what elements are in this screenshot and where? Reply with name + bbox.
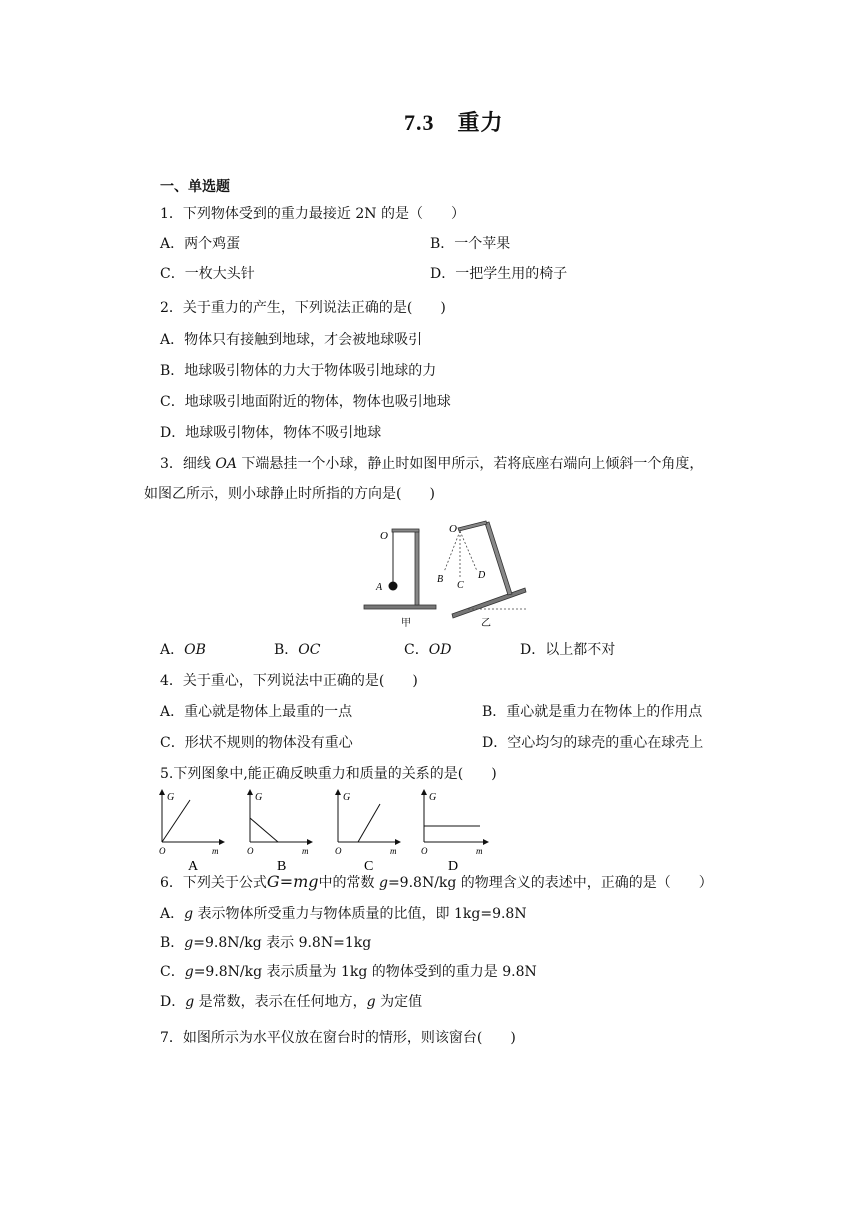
q3-label-d: D	[478, 570, 486, 581]
q1-option-b: B．一个苹果	[430, 236, 511, 252]
q3-label-b: B	[437, 574, 444, 585]
q5-graph-a-x-label: m	[212, 846, 219, 856]
q3-caption-right: 乙	[481, 618, 491, 629]
q3-right-post	[485, 522, 512, 595]
q2-option-d: D．地球吸引物体，物体不吸引地球	[160, 425, 382, 441]
q6-option-d-g: g	[185, 994, 195, 1010]
q3-left-arm	[392, 529, 419, 532]
q3-line-ob	[444, 531, 460, 572]
q3-right-base	[452, 588, 526, 618]
q4-option-d: D．空心均匀的球壳的重心在球壳上	[482, 735, 704, 751]
q3-option-d: D．以上都不对	[520, 642, 616, 658]
q6-formula: G=mg	[266, 872, 319, 891]
q3-figure	[360, 516, 532, 632]
q3-label-a: A	[376, 582, 383, 593]
q5-graph-c-line	[358, 804, 380, 842]
q2-stem: 2．关于重力的产生，下列说法正确的是( )	[160, 300, 446, 316]
q3-stem-part: 下端悬挂一个小球，静止时如图甲所示，若将底座右端向上倾斜一个角度，	[236, 456, 704, 472]
q3-left-post	[415, 530, 419, 605]
q3-option-b-value: OC	[298, 642, 321, 658]
q6-option-c-g: g	[184, 964, 194, 980]
q5-graph-d-x-label: m	[476, 846, 483, 856]
q5-graphs	[150, 784, 500, 874]
q3-stem-line2: 如图乙所示，则小球静止时所指的方向是( )	[144, 486, 435, 502]
q6-option-a-text: 表示物体所受重力与物体质量的比值，即 1kg=9.8N	[193, 906, 527, 922]
q5-stem: 5.下列图象中,能正确反映重力和质量的关系的是( )	[160, 766, 497, 782]
q5-graph-a	[159, 792, 222, 874]
q3-label-c: C	[457, 580, 464, 591]
q4-option-a: A．重心就是物体上最重的一点	[160, 704, 353, 720]
q1-option-d: D．一把学生用的椅子	[430, 266, 568, 282]
q6-option-b-prefix: B．	[160, 935, 185, 951]
q3-stem-line1	[160, 454, 703, 474]
q6-stem-part: =9.8N/kg 的物理含义的表述中，正确的是（ ）	[387, 875, 713, 891]
q3-option-a-prefix: A．	[160, 642, 185, 658]
q6-stem-g: g	[378, 875, 388, 891]
section-heading: 一、单选题	[160, 179, 230, 195]
q2-option-a: A．物体只有接触到地球，才会被地球吸引	[160, 332, 423, 348]
q3-left-base	[364, 605, 436, 609]
q3-left-ball	[389, 582, 398, 591]
q2-option-c: C．地球吸引地面附近的物体，物体也吸引地球	[160, 394, 451, 410]
q6-stem	[160, 872, 713, 893]
q6-option-c-text: =9.8N/kg 表示质量为 1kg 的物体受到的重力是 9.8N	[193, 964, 537, 980]
q5-graph-a-label: A	[188, 859, 199, 874]
q1-option-a: A．两个鸡蛋	[160, 236, 241, 252]
q3-option-c	[404, 640, 451, 660]
q5-graph-b-line	[250, 818, 278, 842]
q6-option-a	[160, 904, 527, 924]
q5-graph-d	[421, 792, 486, 874]
q5-graph-c-x-label: m	[390, 846, 397, 856]
q3-line-od	[460, 531, 477, 571]
q5-graph-c-origin: O	[335, 846, 342, 856]
q3-option-a-value: OB	[184, 642, 206, 658]
page-title: 7.3 重力	[404, 110, 504, 135]
q5-graph-d-origin: O	[421, 846, 428, 856]
q3-option-c-value: OD	[428, 642, 452, 658]
q6-option-b-text: =9.8N/kg 表示 9.8N=1kg	[193, 935, 372, 951]
q6-stem-part: 6．下列关于公式	[160, 875, 267, 891]
q7-stem: 7．如图所示为水平仪放在窗台时的情形，则该窗台( )	[160, 1030, 516, 1046]
q3-right-arm	[458, 521, 487, 531]
q6-option-b-g: g	[184, 935, 194, 951]
q6-option-b	[160, 933, 371, 953]
q3-label-o-right: O	[449, 523, 457, 535]
q6-option-c-prefix: C．	[160, 964, 185, 980]
q3-option-a	[160, 640, 206, 660]
q6-option-d-text: 是常数，表示在任何地方，	[194, 994, 367, 1010]
q6-option-c	[160, 962, 537, 982]
q3-stem-oa: OA	[215, 456, 237, 472]
q2-option-b: B．地球吸引物体的力大于物体吸引地球的力	[160, 363, 437, 379]
q5-graph-c	[335, 792, 398, 874]
q5-graph-c-y-label: G	[343, 792, 351, 803]
q1-stem: 1．下列物体受到的重力最接近 2N 的是（ ）	[160, 206, 465, 222]
q5-graph-d-label: D	[448, 859, 459, 874]
q5-graph-b-y-label: G	[255, 792, 263, 803]
q5-graph-a-y-label: G	[167, 792, 175, 803]
q3-caption-left: 甲	[401, 618, 411, 629]
q5-graph-c-label: C	[364, 859, 374, 874]
q3-option-b-prefix: B．	[274, 642, 299, 658]
q5-graph-b-label: B	[277, 859, 287, 874]
q5-graph-b	[247, 792, 310, 874]
q6-option-a-prefix: A．	[160, 906, 185, 922]
q5-graph-a-origin: O	[159, 846, 166, 856]
q5-graph-a-line	[162, 800, 190, 842]
q4-stem: 4．关于重心，下列说法中正确的是( )	[160, 673, 418, 689]
q5-graph-b-origin: O	[247, 846, 254, 856]
q6-option-d-g2: g	[366, 994, 376, 1010]
q3-stem-part: 3．细线	[160, 456, 216, 472]
q4-option-b: B．重心就是重力在物体上的作用点	[482, 704, 703, 720]
q6-option-a-g: g	[184, 906, 194, 922]
q3-option-c-prefix: C．	[404, 642, 429, 658]
q1-option-c: C．一枚大头针	[160, 266, 255, 282]
q5-graph-b-x-label: m	[302, 846, 309, 856]
q6-stem-part: 中的常数	[318, 875, 379, 891]
q4-option-c: C．形状不规则的物体没有重心	[160, 735, 353, 751]
q3-option-b	[274, 640, 321, 660]
q5-graph-d-y-label: G	[429, 792, 437, 803]
q6-option-d-text-end: 为定值	[375, 994, 423, 1010]
q3-label-o-left: O	[380, 530, 388, 542]
q6-option-d-prefix: D．	[160, 994, 186, 1010]
q6-option-d	[160, 992, 422, 1012]
